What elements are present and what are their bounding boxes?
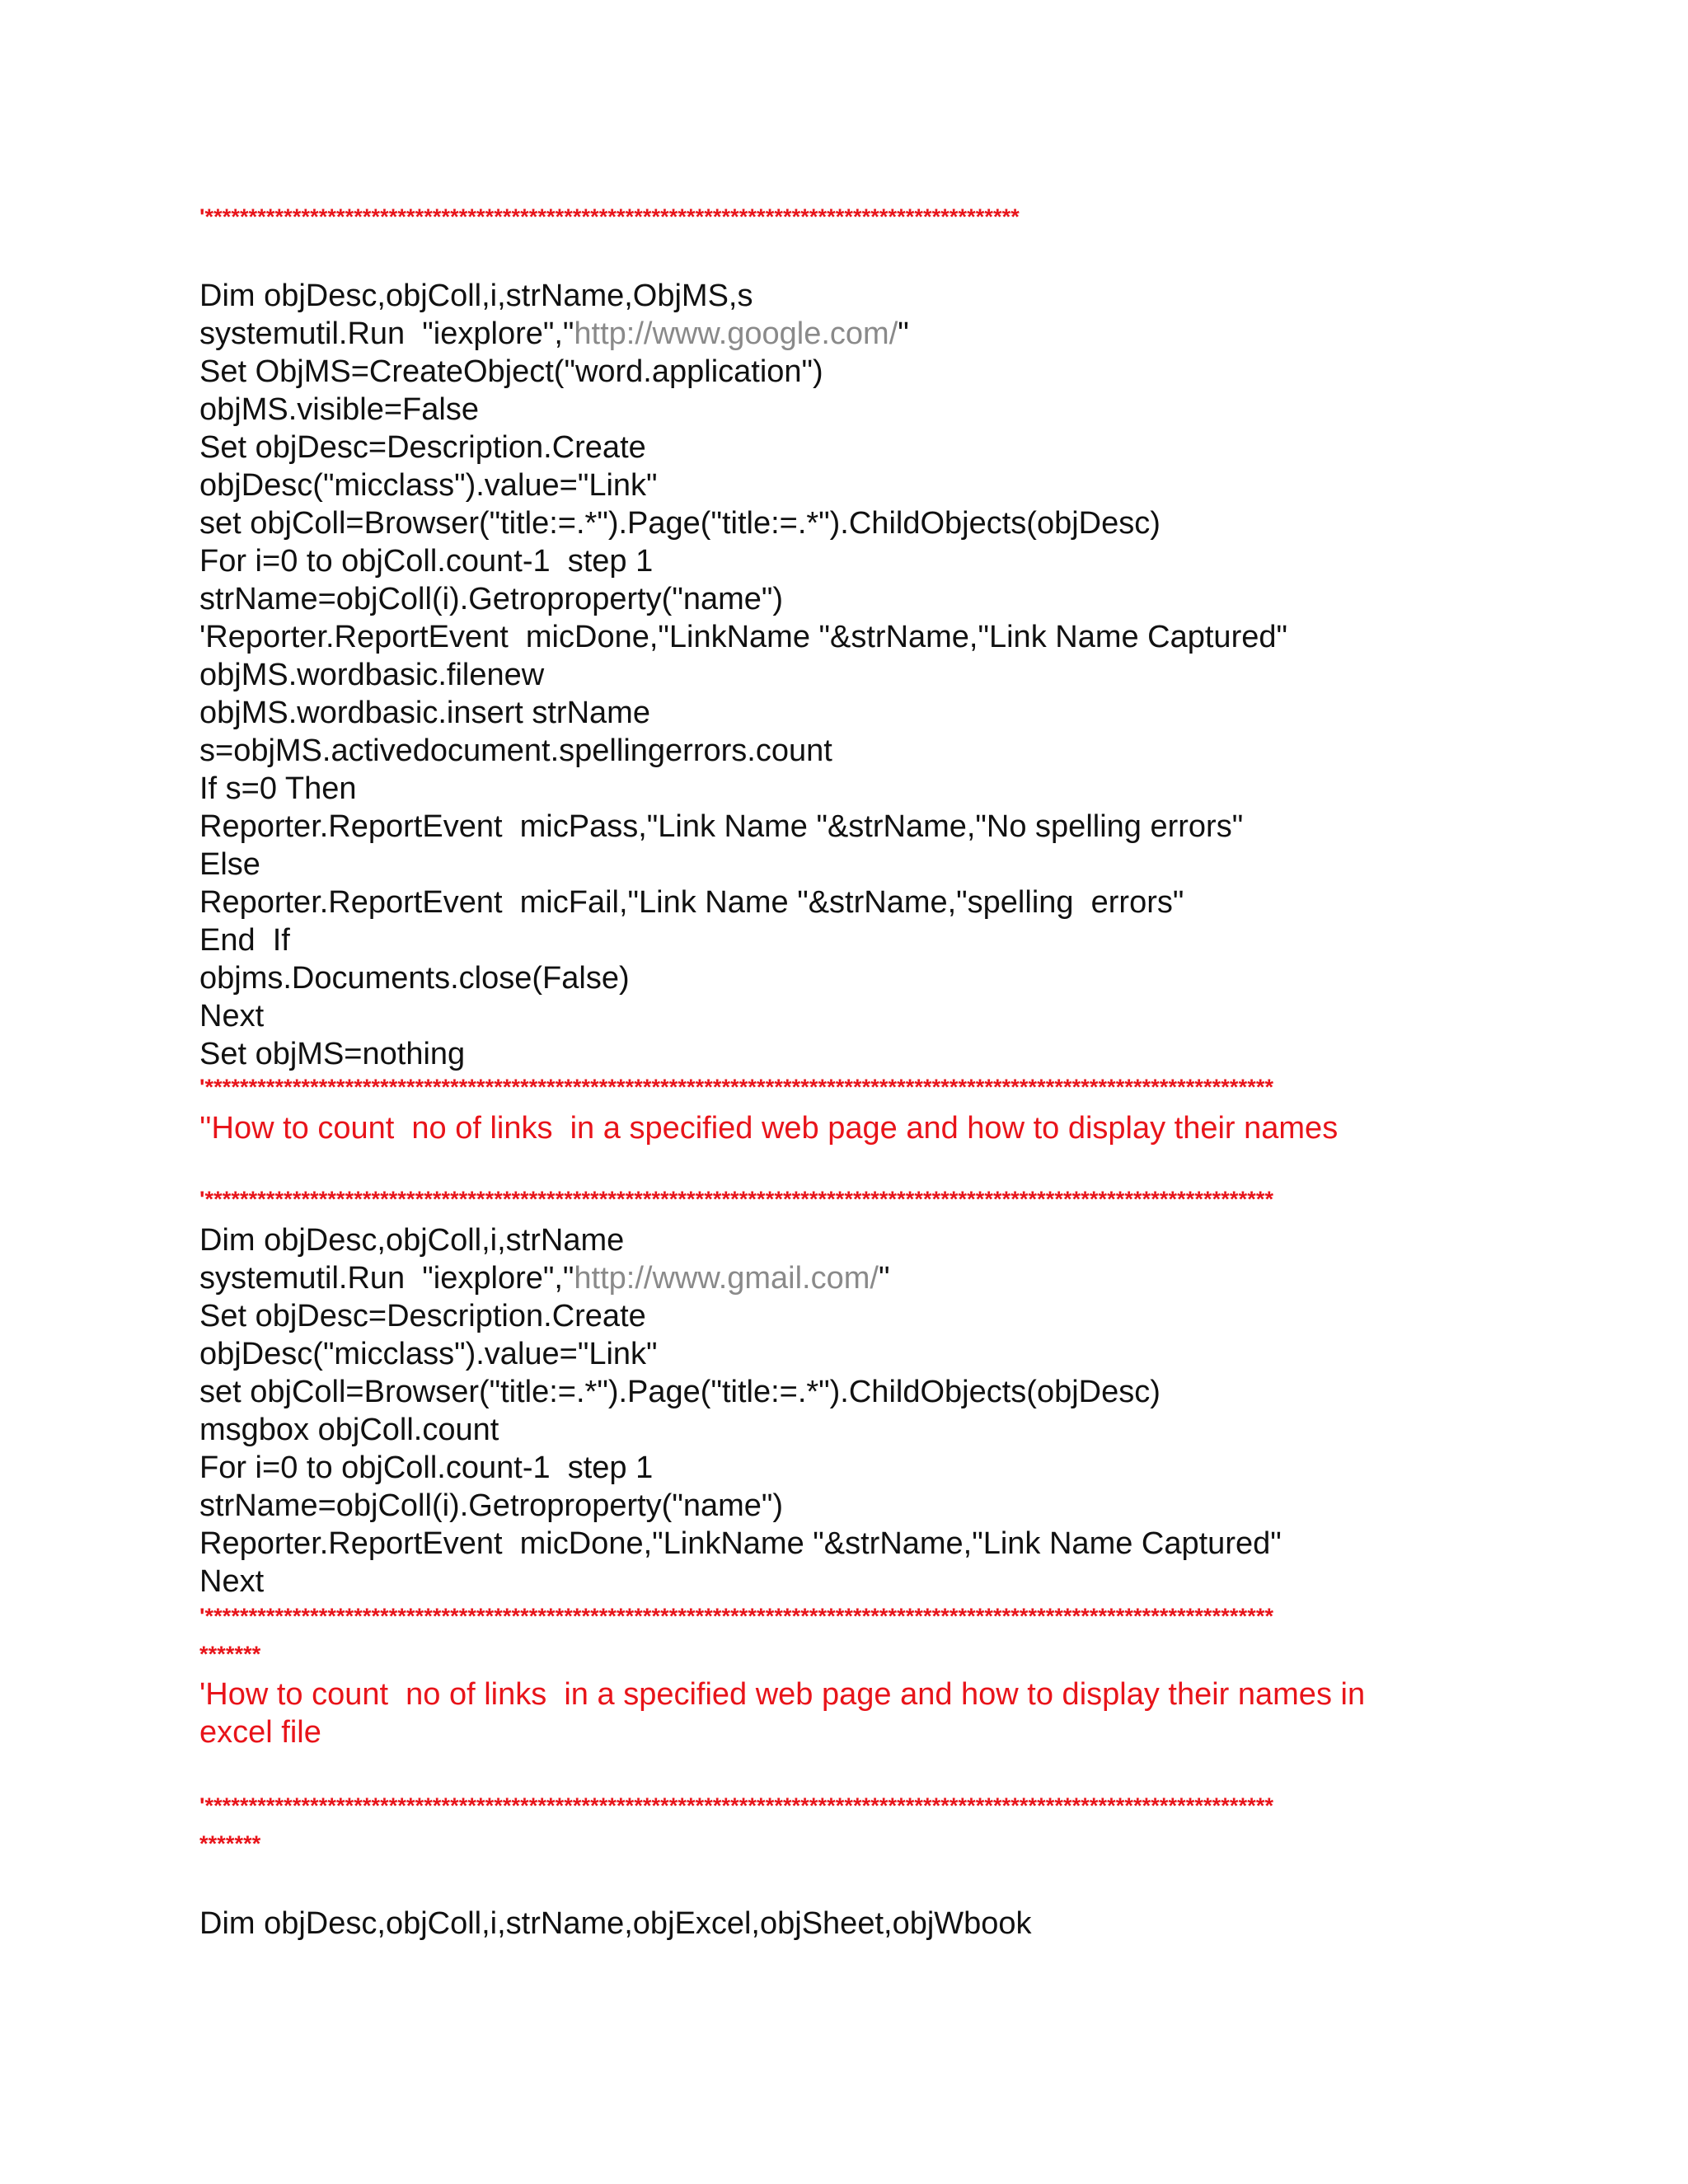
asterisk-separator-line: ******* xyxy=(199,1831,261,1856)
code-line: set objColl=Browser("title:=.*").Page("title:=.*").ChildObjects(objDesc) xyxy=(199,506,1160,541)
asterisk-separator-line: '************************************************************************************************************************** xyxy=(199,1604,1274,1629)
code-line: Reporter.ReportEvent micPass,"Link Name "&strName,"No spelling errors" xyxy=(199,809,1244,844)
code-line: Set ObjMS=CreateObject("word.application") xyxy=(199,354,823,389)
code-line: objms.Documents.close(False) xyxy=(199,961,630,996)
code-line: s=objMS.activedocument.spellingerrors.count xyxy=(199,733,832,768)
asterisk-separator-line: '************************************************************************************************************************** xyxy=(199,1187,1274,1212)
asterisk-separator-line: '************************************************************************************************************************** xyxy=(199,1075,1274,1099)
code-line: Dim objDesc,objColl,i,strName xyxy=(199,1223,625,1258)
code-line: Else xyxy=(199,847,260,882)
code-line: Next xyxy=(199,1564,265,1599)
code-line: objMS.visible=False xyxy=(199,392,479,427)
code-line: strName=objColl(i).Getroproperty("name") xyxy=(199,1488,784,1523)
code-line: Reporter.ReportEvent micFail,"Link Name "&strName,"spelling errors" xyxy=(199,885,1184,920)
code-fragment: " xyxy=(878,1261,890,1296)
asterisk-separator-line: '************************************************************************************************************************** xyxy=(199,1793,1274,1818)
code-line: End If xyxy=(199,923,290,958)
code-line: objMS.wordbasic.insert strName xyxy=(199,696,650,730)
code-line: msgbox objColl.count xyxy=(199,1413,499,1447)
code-line: Reporter.ReportEvent micDone,"LinkName "&strName,"Link Name Captured" xyxy=(199,1526,1282,1561)
asterisk-separator-line: ******* xyxy=(199,1642,261,1666)
code-line: objDesc("micclass").value="Link" xyxy=(199,468,658,503)
comment-heading: 'How to count no of links in a specified web page and how to display their names in xyxy=(199,1677,1366,1712)
code-fragment: systemutil.Run "iexplore"," xyxy=(199,316,574,351)
code-line: Set objDesc=Description.Create xyxy=(199,430,646,465)
code-fragment: " xyxy=(898,316,909,351)
code-line: Set objDesc=Description.Create xyxy=(199,1299,646,1333)
url-link[interactable]: http://www.gmail.com/ xyxy=(574,1261,879,1296)
code-line: If s=0 Then xyxy=(199,771,357,806)
code-line: 'Reporter.ReportEvent micDone,"LinkName "&strName,"Link Name Captured" xyxy=(199,620,1287,654)
code-line: objMS.wordbasic.filenew xyxy=(199,658,545,692)
code-line: Dim objDesc,objColl,i,strName,ObjMS,s xyxy=(199,279,753,313)
comment-heading: excel file xyxy=(199,1715,321,1750)
code-fragment: systemutil.Run "iexplore"," xyxy=(199,1261,574,1296)
code-line: strName=objColl(i).Getroproperty("name") xyxy=(199,582,784,616)
code-line: Dim objDesc,objColl,i,strName,objExcel,objSheet,objWbook xyxy=(199,1906,1032,1941)
asterisk-separator-line: '********************************************************************************************* xyxy=(199,204,1020,229)
code-line: objDesc("micclass").value="Link" xyxy=(199,1337,658,1371)
code-line xyxy=(199,315,909,353)
url-link[interactable]: http://www.google.com/ xyxy=(574,316,898,351)
code-line: set objColl=Browser("title:=.*").Page("title:=.*").ChildObjects(objDesc) xyxy=(199,1375,1160,1409)
code-line: For i=0 to objColl.count-1 step 1 xyxy=(199,544,654,579)
code-line xyxy=(199,1259,889,1297)
code-line: Next xyxy=(199,999,265,1033)
comment-heading: ''How to count no of links in a specified web page and how to display their names xyxy=(199,1111,1339,1146)
code-line: Set objMS=nothing xyxy=(199,1037,466,1071)
code-line: For i=0 to objColl.count-1 step 1 xyxy=(199,1451,654,1485)
